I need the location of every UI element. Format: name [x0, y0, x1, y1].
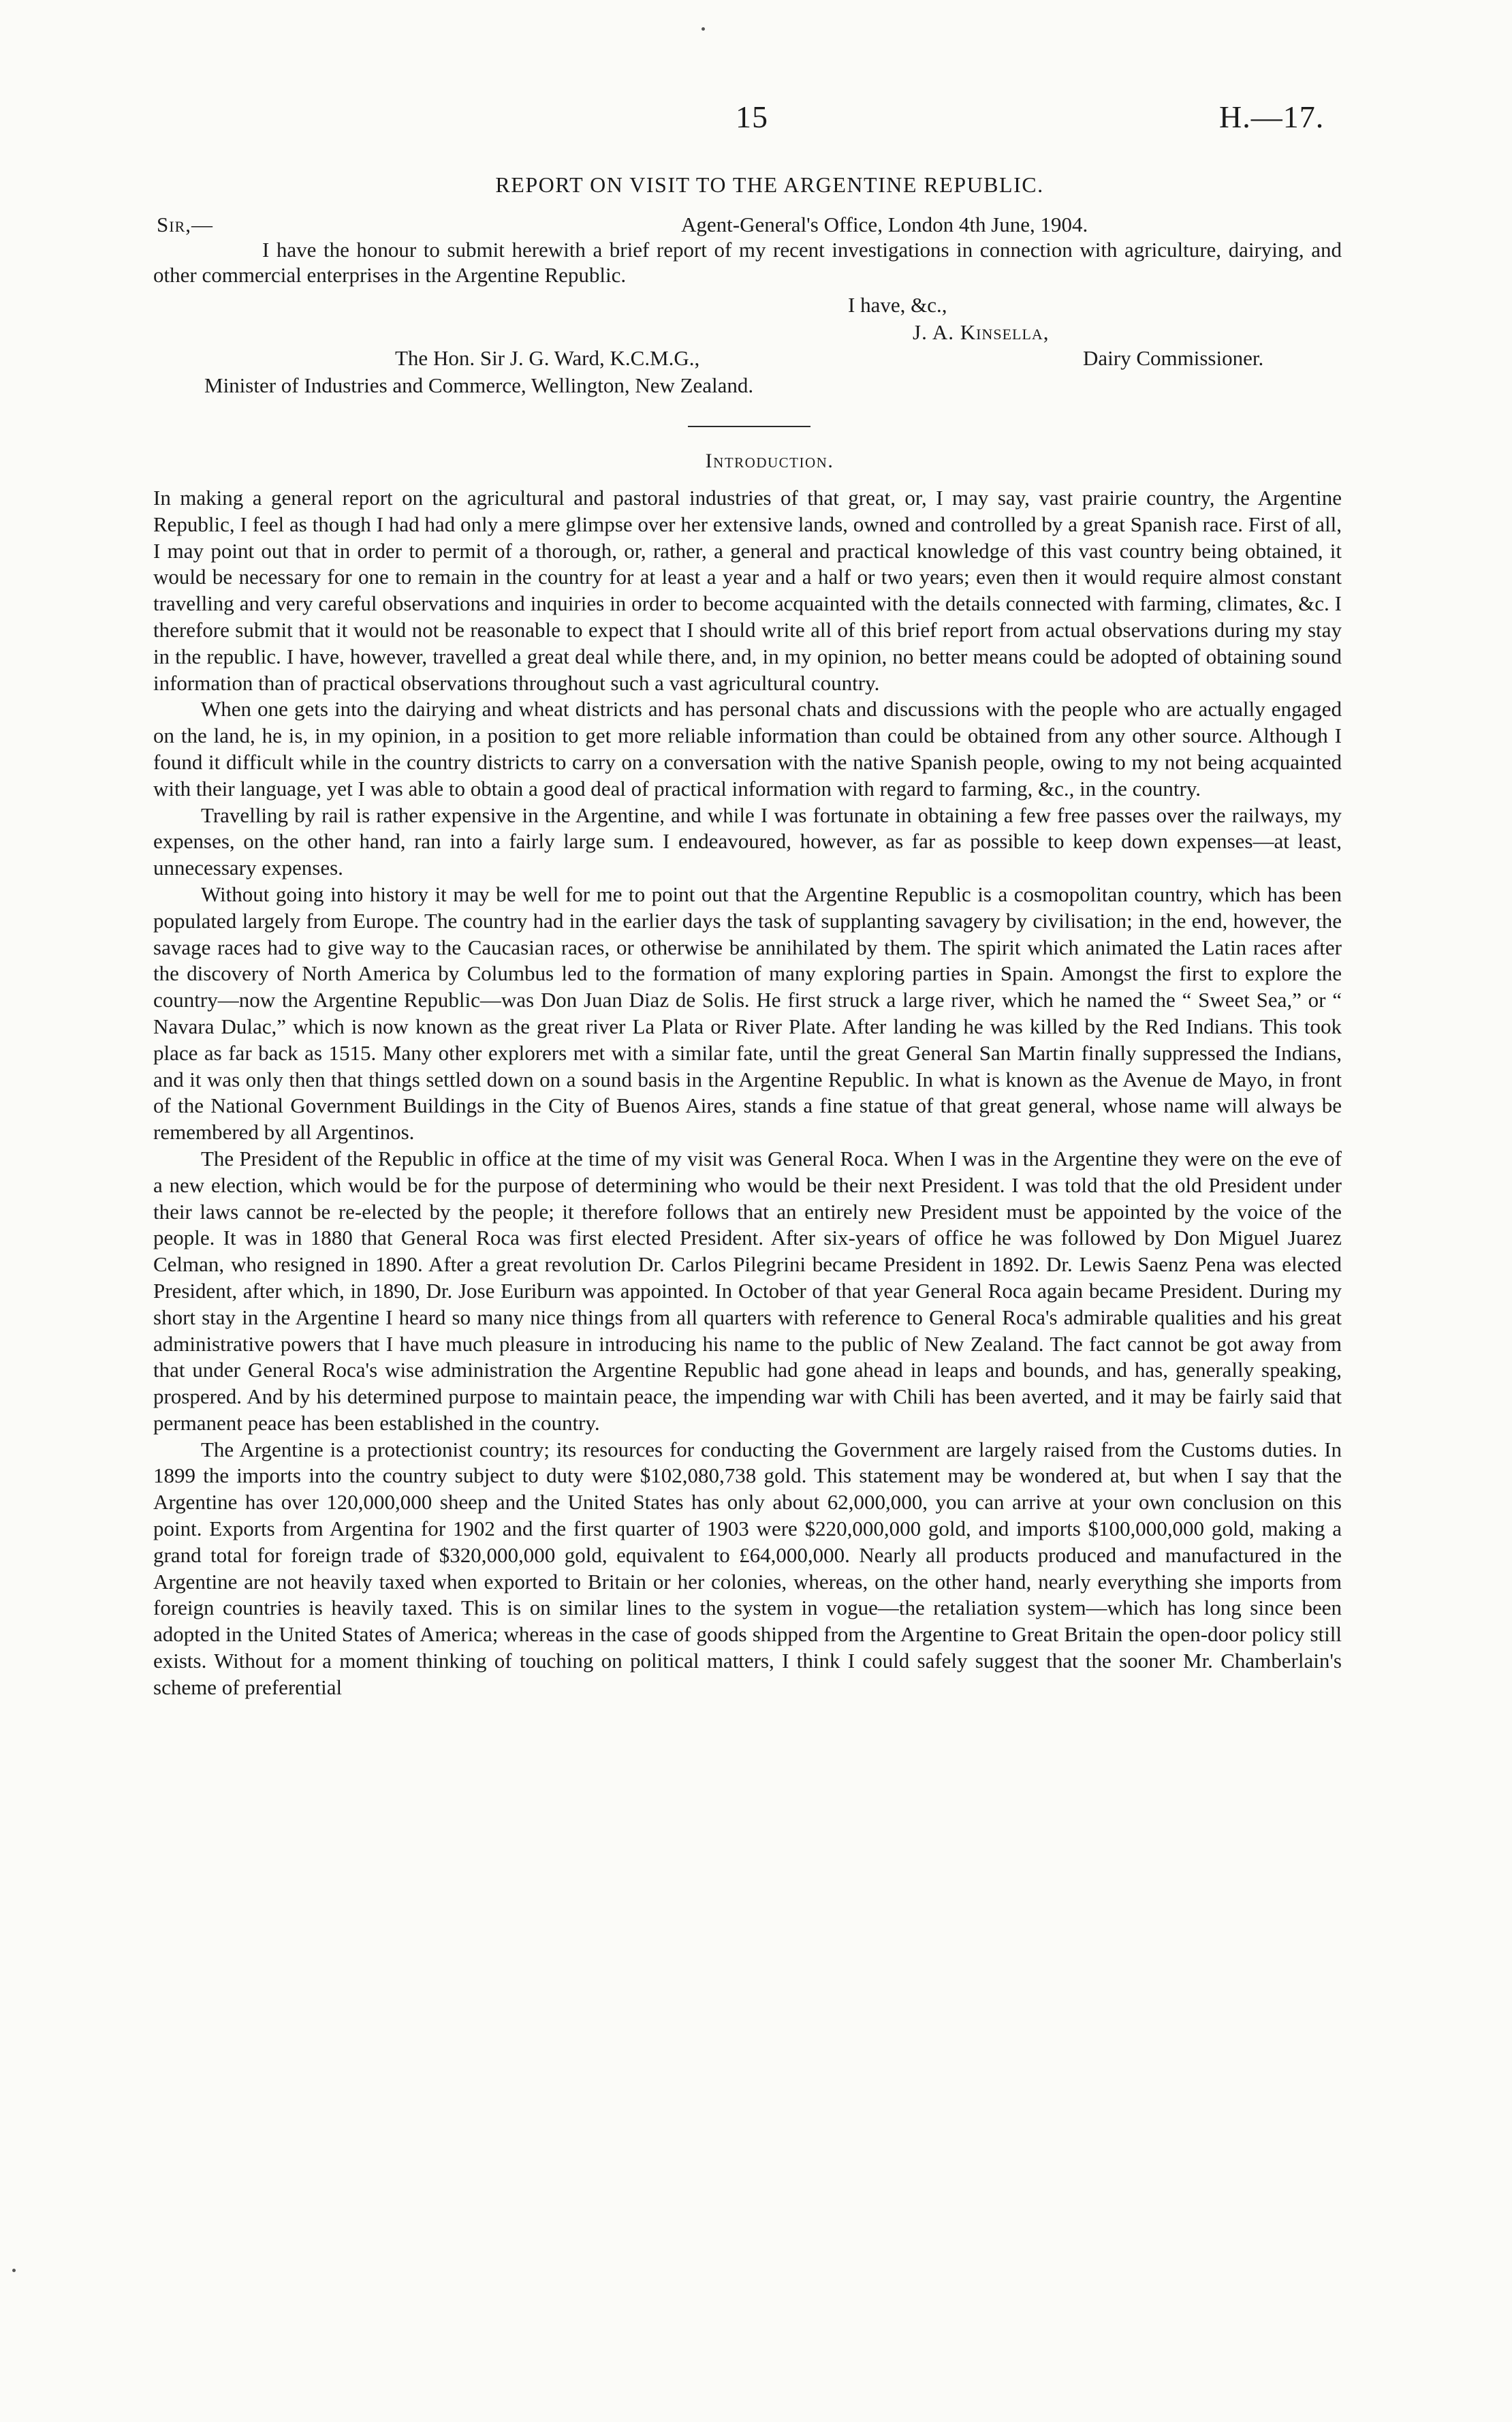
signer-name: Kinsella,: [960, 320, 1050, 344]
letter-closing: I have, &c.,: [848, 293, 947, 317]
report-body: [153, 485, 1342, 1701]
paragraph: When one gets into the dairying and wheat districts and has personal chats and discussions with the people who are actually engaged on the land, he is, in my opinion, in a position to get more reliable information than could be obtained from any other source. Although I found it difficult while in the country districts to carry on a conversation with the native Spanish people, owing to my not being acquainted with their language, yet I was able to obtain a good deal of practical information with regard to farming, &c., in the country.: [153, 697, 1342, 801]
signer-title: Dairy Commissioner.: [1083, 346, 1264, 370]
recipient-organisation: Minister of Industries and Commerce, Wellington, New Zealand.: [204, 373, 754, 397]
scan-speck: [12, 2269, 16, 2272]
letter-recipient: The Hon. Sir J. G. Ward, K.C.M.G.,: [395, 346, 700, 370]
paragraph: Travelling by rail is rather expensive in the Argentine, and while I was fortunate in obtaining a few free passes over the railways, my expenses, on the other hand, ran into a fairly large sum. I endeavoured, however, as far as possible to keep down expenses—at least, unnecessary expenses.: [153, 803, 1342, 880]
letter-salutation: Sir,—: [157, 213, 213, 236]
paragraph: Without going into history it may be well for me to point out that the Argentine Republic is a cosmopolitan country, which has been populated largely from Europe. The country had in the earlier days the task of supplanting savagery by civilisation; in the end, however, the savage races had to give way to the Caucasian races, or otherwise be annihilated by them. The spirit which animated the Latin races after the discovery of North America by Columbus led to the formation of many exploring parties in Spain. Amongst the first to explore the country—now the Argentine Republic—was Don Juan Diaz de Solis. He first struck a large river, which he named the “ Sweet Sea,” or “ Navara Dulac,” which is now known as the great river La Plata or River Plate. After landing he was killed by the Red Indians. This took place as far back as 1515. Many other explorers met with a similar fate, until the great General San Martin finally suppressed the Indians, and it was only then that things settled down on a sound basis in the Argentine Republic. In what is known as the Avenue de Mayo, in front of the National Government Buildings in the City of Buenos Aires, stands a fine statue of that great general, whose name will always be remembered by all Argentinos.: [153, 882, 1342, 1145]
page-number: 15: [736, 99, 768, 134]
section-divider: [688, 426, 810, 427]
paragraph: The President of the Republic in office at the time of my visit was General Roca. When I was in the Argentine they were on the eve of a new election, which would be for the purpose of determining who would be their next President. I was told that the old President under their laws cannot be re-elected by the people; it therefore follows that an entirely new President must be appointed by the voice of the people. It was in 1880 that General Roca was first elected President. After six-years of office he was followed by Don Miguel Juarez Celman, who resigned in 1890. After a great revolution Dr. Carlos Pilegrini became President in 1892. Dr. Lewis Saenz Pena was elected President, after which, in 1890, Dr. Jose Euriburn was appointed. In October of that year General Roca again became President. During my short stay in the Argentine I heard so many nice things from all quarters with reference to General Roca's admirable qualities and his great administrative powers that I have much pleasure in introducing his name to the public of New Zealand. The fact cannot be got away from that under General Roca's wise administration the Argentine Republic had gone ahead in leaps and bounds, and has, generally speaking, prospered. And by his determined purpose to maintain peace, the impending war with Chili has been averted, and it may be fairly said that permanent peace has been established in the country.: [153, 1146, 1342, 1435]
scan-speck: [702, 27, 705, 31]
signer-initials: J. A.: [913, 320, 954, 344]
letter-office-date: Agent-General's Office, London 4th June, 1904.: [681, 213, 1088, 236]
section-heading: Introduction.: [705, 450, 834, 472]
letter-signature: [913, 319, 1050, 346]
page-reference: H.—17.: [1219, 99, 1325, 134]
paragraph: The Argentine is a protectionist country; its resources for conducting the Government are largely raised from the Customs duties. In 1899 the imports into the country subject to duty were $102,080,738 gold. This statement may be wondered at, but when I say that the Argentine has over 120,000,000 sheep and the United States has only about 62,000,000, you can arrive at your own conclusion on this point. Exports from Argentina for 1902 and the first quarter of 1903 were $220,000,000 gold, and imports $100,000,000 gold, making a grand total for foreign trade of $320,000,000 gold, equivalent to £64,000,000. Nearly all products produced and manufactured in the Argentine are not heavily taxed when exported to Britain or her colonies, whereas, on the other hand, nearly everything she imports from foreign countries is heavily taxed. This is on similar lines to the system in vogue—the retaliation system—which has long since been adopted in the United States of America; whereas in the case of goods shipped from the Argentine to Great Britain the open-door policy still exists. Without for a moment thinking of touching on political matters, I think I could safely suggest that the sooner Mr. Chamberlain's scheme of preferential: [153, 1437, 1342, 1699]
letter-body: I have the honour to submit herewith a brief report of my recent investigations in connection with agriculture, dairying, and other commercial enterprises in the Argentine Republic.: [153, 238, 1342, 287]
paragraph: In making a general report on the agricultural and pastoral industries of that great, or, I may say, vast prairie country, the Argentine Republic, I feel as though I had had only a mere glimpse over her extensive lands, owned and controlled by a great Spanish race. First of all, I may point out that in order to permit of a thorough, or, rather, a general and practical knowledge of this vast country being obtained, it would be necessary for one to remain in the country for at least a year and a half or two years; even then it would require almost constant travelling and very careful observations and inquiries in order to become acquainted with the details connected with farming, climates, &c. I therefore submit that it would not be reasonable to expect that I should write all of this brief report from actual observations during my stay in the republic. I have, however, travelled a great deal while there, and, in my opinion, no better means could be adopted of obtaining sound information than of practical observations throughout such a vast agricultural country.: [153, 486, 1342, 695]
report-title: REPORT ON VISIT TO THE ARGENTINE REPUBLIC.: [495, 172, 1044, 197]
